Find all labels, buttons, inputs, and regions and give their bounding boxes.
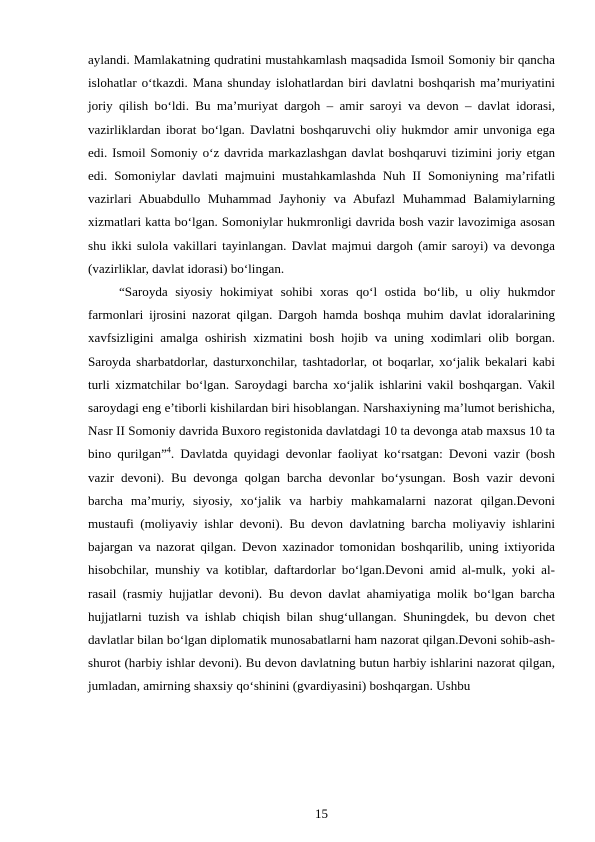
body-paragraph: aylandi. Mamlakatning qudratini mustahkamlash maqsadida Ismoil Somoniy bir qancha islohatlar o‘tkazdi. Mana shunday islohatlardan biri davlatni boshqarish ma’muriyatini joriy qilish bo‘ldi. Bu ma’muriyat dargoh – amir saroyi va devon – davlat idorasi, vazirliklardan iborat bo‘lgan. Davlatni boshqaruvchi oliy hukmdor amir unvoniga ega edi. Ismoil Somoniy o‘z davrida markazlashgan davlat boshqaruvi tizimini joriy etgan edi. Somoniylar davlati majmuini mustahkamlashda Nuh II Somoniyning ma’rifatli vazirlari Abuabdullo Muhammad Jayhoniy va Abufazl Muhammad Balamiylarning xizmatlari katta bo‘lgan. Somoniylar hukmronligi davrida bosh vazir lavozimiga asosan shu ikki sulola vakillari tayinlangan. Davlat majmui dargoh (amir saroyi) va devonga (vazirliklar, davlat idorasi) bo‘lingan. [88, 52, 555, 276]
document-page [88, 48, 555, 698]
paragraph-text: “Saroyda siyosiy hokimiyat sohibi xoras qo‘l ostida bo‘lib, u oliy hukmdor farmonlari ijrosini nazorat qilgan. Dargoh hamda boshqa muhim davlat idoralarining xavfsizligini amalga oshirish xizmatini bosh hojib va uning xodimlari olib borgan. Saroyda sharbatdorlar, dasturxonchilar, tashtadorlar, ot boqarlar, xo‘jalik bekalari kabi turli xizmatchilar bo‘lgan. Saroydagi barcha xo‘jalik ishlarini vakil boshqargan. Vakil saroydagi eng e’tiborli kishilardan biri hisoblangan. Narshaxiyning ma’lumot berishicha, Nasr II Somoniy davrida Buxoro registonida davlatdagi 10 ta devonga atab maxsus 10 ta bino qurilgan” [88, 284, 555, 462]
footnote-reference[interactable]: 4 [166, 446, 171, 456]
paragraph-text: . Davlatda quyidagi devonlar faoliyat ko‘rsatgan: Devoni vazir (bosh vazir devoni). Bu devonga qolgan barcha devonlar bo‘ysungan. Bosh vazir devoni barcha ma’muriy, siyosiy, xo‘jalik va harbiy mahkamalarni nazorat qilgan.Devoni mustaufi (moliyaviy ishlar devoni). Bu devon davlatning barcha moliyaviy ishlarini bajargan va nazorat qilgan. Devon xazinador tomonidan boshqarilib, uning ixtiyorida hisobchilar, munshiy va kotiblar, daftardorlar bo‘lgan.Devoni amid al-mulk, yoki al-rasail (rasmiy hujjatlar devoni). Bu devon davlat ahamiyatiga molik bo‘lgan barcha hujjatlarni tuzish va ishlab chiqish bilan shug‘ullangan. Shuningdek, bu devon chet davlatlar bilan bo‘lgan diplomatik munosabatlarni ham nazorat qilgan.Devoni sohib-ash-shurot (harbiy ishlar devoni). Bu devon davlatning butun harbiy ishlarini nazorat qilgan, jumladan, amirning shaxsiy qo‘shinini (gvardiyasini) boshqargan. Ushbu [88, 446, 556, 694]
body-paragraph [88, 280, 555, 698]
page-number: 15 [315, 806, 328, 821]
